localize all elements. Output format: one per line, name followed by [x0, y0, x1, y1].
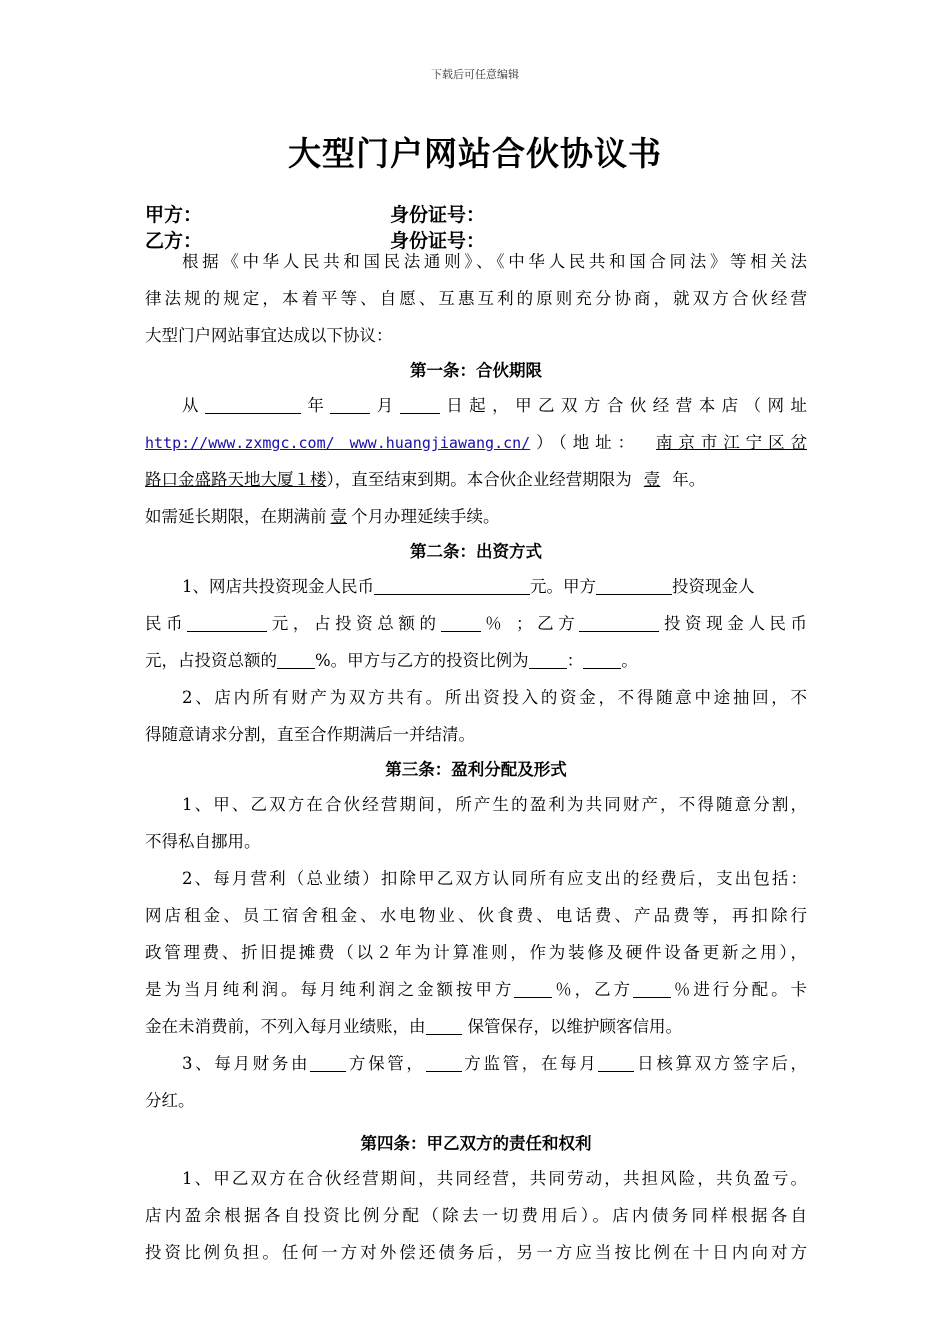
party-a-row [145, 200, 486, 227]
party-a-label: 甲方： [145, 204, 203, 226]
document-title: 大型门户网站合伙协议书 [288, 134, 662, 173]
website-link[interactable]: http://www.zxmgc.com/ www.huangjiawang.cn/ [145, 434, 531, 452]
section-2-heading: 第二条：出资方式 [410, 542, 542, 561]
s2-line-3: 元，占投资总额的 %。甲方与乙方的投资比例为 ： 。 [145, 651, 638, 670]
s2-line-1: 1、网店共投资现金人民币 元。甲方 投资现金人 [182, 577, 755, 596]
party-a-amount-blank[interactable] [187, 615, 267, 632]
s3-para-2-line-5: 金在未消费前，不列入每月业绩账，由 保管保存，以维护顾客信用。 [145, 1017, 682, 1036]
ratio-a-blank[interactable] [529, 652, 567, 669]
s3-para-1-line: 不得私自挪用。 [145, 832, 261, 851]
s1-line-3: 路口金盛路天地大厦１楼），直至结束到期。本合伙企业经营期限为 壹 年。 [145, 470, 706, 489]
section-3-heading: 第三条：盈利分配及形式 [385, 760, 567, 779]
section-1-heading: 第一条：合伙期限 [410, 361, 542, 380]
party-a-percent-blank[interactable] [441, 615, 481, 632]
s2-line-2: 民币 元，占投资总额的 ％ ；乙方 投资现金人民币 [145, 614, 807, 633]
s3-para-1-line: 1、甲、乙双方在合伙经营期间，所产生的盈利为共同财产，不得随意分割， [182, 795, 807, 814]
address-part-1: 南京市江宁区岔 [656, 433, 808, 452]
s3-para-3-line-2: 分红。 [145, 1091, 195, 1110]
keeper-blank[interactable] [310, 1055, 346, 1072]
s3-para-2-line: 政管理费、折旧提摊费（以２年为计算准则，作为装修及硬件设备更新之用）， [145, 943, 807, 962]
s2-para-2-line: 2、店内所有财产为双方共有。所出资投入的资金，不得随意中途抽回，不 [182, 688, 807, 707]
s4-para-1-line: 投资比例负担。任何一方对外偿还债务后，另一方应当按比例在十日内向对方 [145, 1243, 807, 1262]
party-b-percent-blank[interactable] [277, 652, 315, 669]
intro-line: 大型门户网站事宜达成以下协议： [145, 326, 393, 345]
party-a-blank[interactable] [596, 578, 672, 595]
party-b-blank[interactable] [579, 615, 659, 632]
party-a-id-label: 身份证号： [390, 204, 486, 226]
profit-b-blank[interactable] [633, 981, 671, 998]
intro-line: 律法规的规定，本着平等、自愿、互惠互利的原则充分协商，就双方合伙经营 [145, 289, 807, 308]
s3-para-2-line: 网店租金、员工宿舍租金、水电物业、伙食费、电话费、产品费等，再扣除行 [145, 906, 807, 925]
s1-line-1: 从 年 月 日起，甲乙双方合伙经营本店（网址 [182, 396, 808, 415]
extend-months: 壹 [330, 507, 347, 526]
s2-para-2-line: 得随意请求分割，直至合作期满后一并结清。 [145, 725, 475, 744]
custodian-blank[interactable] [426, 1018, 462, 1035]
s3-para-2-line: 2、每月营利（总业绩）扣除甲乙双方认同所有应支出的经费后，支出包括： [182, 869, 807, 888]
supervisor-blank[interactable] [426, 1055, 462, 1072]
ratio-b-blank[interactable] [583, 652, 621, 669]
total-investment-blank[interactable] [374, 578, 530, 595]
year-blank[interactable] [205, 397, 301, 414]
document-body [145, 243, 807, 1271]
s1-line-4: 如需延长期限，在期满前 壹 个月办理延续手续。 [145, 507, 500, 526]
party-b-id-label: 身份证号： [390, 230, 486, 252]
term-years: 壹 [643, 470, 661, 489]
party-b-label: 乙方： [145, 230, 203, 252]
s3-para-2-line-4: 是为当月纯利润。每月纯利润之金额按甲方 ％，乙方 ％进行分配。卡 [145, 980, 808, 999]
s4-para-1-line: 1、甲乙双方在合伙经营期间，共同经营，共同劳动，共担风险，共负盈亏。 [182, 1169, 807, 1188]
s1-line-2: http://www.zxmgc.com/ www.huangjiawang.cn/）（地址： 南京市江宁区岔 [145, 433, 808, 452]
s4-para-1-line: 店内盈余根据各自投资比例分配（除去一切费用后）。店内债务同样根据各自 [145, 1206, 807, 1225]
settle-day-blank[interactable] [598, 1055, 634, 1072]
section-4-heading: 第四条：甲乙双方的责任和权利 [360, 1134, 592, 1153]
month-blank[interactable] [330, 397, 370, 414]
address-part-2: 路口金盛路天地大厦１楼 [145, 470, 327, 489]
s3-para-3-line-1: 3、每月财务由 方保管， 方监管，在每月 日核算双方签字后， [182, 1054, 808, 1073]
intro-line: 根据《中华人民共和国民法通则》、《中华人民共和国合同法》等相关法 [182, 252, 807, 271]
day-blank[interactable] [400, 397, 440, 414]
header-note: 下载后可任意编辑 [431, 68, 519, 81]
profit-a-blank[interactable] [514, 981, 552, 998]
